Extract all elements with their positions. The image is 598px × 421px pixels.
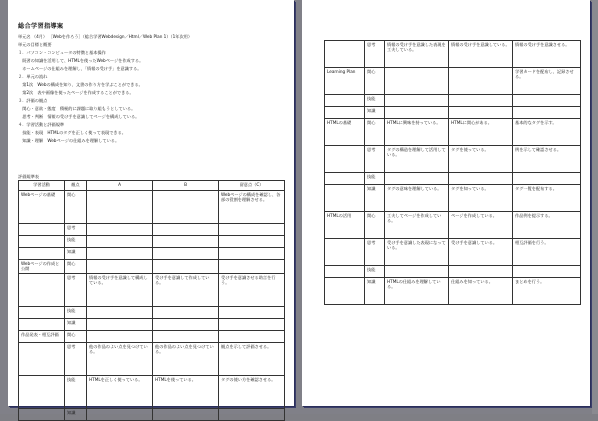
table-row — [325, 173, 581, 185]
table-row — [325, 266, 581, 278]
table-cell: 思考 — [365, 239, 385, 266]
table-cell — [19, 318, 65, 330]
table-row — [19, 236, 285, 248]
table-cell — [153, 330, 219, 342]
table-cell: 他の作品のよい点を見つけている。 — [153, 342, 219, 375]
table-cell — [19, 273, 65, 306]
intro-line: ２．単元の流れ — [18, 74, 48, 79]
table-cell: HTMLの仕組みを理解している。 — [385, 278, 449, 305]
table-row — [325, 68, 581, 95]
table-cell: 技能 — [365, 266, 385, 278]
table-row — [19, 330, 285, 342]
table-cell — [153, 248, 219, 260]
table-cell — [219, 318, 285, 330]
table-cell: 技能 — [65, 236, 87, 248]
table-row — [325, 212, 581, 239]
table-cell — [87, 224, 153, 236]
table-cell: 作品発表・相互評価 — [19, 330, 65, 342]
table-row — [325, 107, 581, 119]
table-cell: 受け手を意識して作成している。 — [153, 273, 219, 306]
table-cell: タグの構造を理解して活用している。 — [385, 146, 449, 173]
table-cell — [325, 173, 365, 185]
table-cell — [385, 107, 449, 119]
table-cell: 思考 — [65, 224, 87, 236]
table-cell — [219, 330, 285, 342]
table-cell: 思考 — [365, 41, 385, 68]
table-cell — [219, 408, 285, 420]
intro-line: 第1次 Webの構成を知り、文書の作り方を学ぶことができる。 — [18, 82, 143, 87]
table-cell: 作品例を提示する。 — [513, 212, 581, 239]
table-cell — [19, 248, 65, 260]
table-cell — [385, 266, 449, 278]
table-cell: HTMLに興味を持っている。 — [385, 119, 449, 146]
table-cell: 基本的なタグを示す。 — [513, 119, 581, 146]
table-cell: 知識 — [65, 248, 87, 260]
table-cell — [513, 173, 581, 185]
table-cell — [325, 266, 365, 278]
intro-line: ４．学習活動と評価規準 — [18, 122, 65, 127]
page-1 — [8, 0, 294, 415]
table-cell: 受け手を意識した表現になっている。 — [385, 239, 449, 266]
table-cell: 思考 — [65, 342, 87, 375]
table-cell — [19, 236, 65, 248]
table-cell: まとめを行う。 — [513, 278, 581, 305]
table-header-cell: A — [87, 181, 153, 191]
vertical-scrollbar[interactable] — [592, 0, 598, 414]
intro-line: 単元名 （4月） ［Webを作ろう］（総合学習Webdesign／Html／Web Plan 1）（1年次用） — [18, 34, 193, 39]
table-cell — [87, 191, 153, 224]
table-cell — [325, 146, 365, 173]
intro-line: 関心・意欲・態度 積極的に課題に取り組もうとしている。 — [18, 106, 136, 111]
table-cell — [153, 306, 219, 318]
table-cell — [449, 95, 513, 107]
table-cell — [219, 248, 285, 260]
table-cell: タグを知っている。 — [449, 185, 513, 212]
table-row — [325, 41, 581, 68]
table-header-cell: 学習活動 — [19, 181, 65, 191]
table-cell: 情報の受け手を意識している。 — [449, 41, 513, 68]
intro-line: 技能・表現 HTMLのタグを正しく使って表現できる。 — [18, 130, 126, 135]
table-header-cell: 留意点（C） — [219, 181, 285, 191]
table-cell: 例を示して確認させる。 — [513, 146, 581, 173]
table-cell: タグ一覧を配布する。 — [513, 185, 581, 212]
table-cell: 関心 — [365, 68, 385, 95]
table-cell — [325, 95, 365, 107]
table-cell: 学習カードを配布し、記録させる。 — [513, 68, 581, 95]
table-cell — [513, 95, 581, 107]
table-cell — [153, 191, 219, 224]
table-cell: 技能 — [65, 306, 87, 318]
table-cell: 技能 — [365, 95, 385, 107]
table-row — [325, 278, 581, 305]
table-cell — [385, 95, 449, 107]
table-row — [19, 248, 285, 260]
table-cell — [153, 224, 219, 236]
table-cell: 関心 — [65, 330, 87, 342]
table-cell — [87, 318, 153, 330]
intro-line: １．パソコン・コンピュータの特徴と基本操作 — [18, 50, 106, 55]
intro-line: 思考・判断 情報の受け手を意識してページを構成している。 — [18, 114, 140, 119]
table-cell: 相互評価を行う。 — [513, 239, 581, 266]
table-cell — [87, 330, 153, 342]
table-cell: 仕組みを知っている。 — [449, 278, 513, 305]
table-cell — [19, 375, 65, 408]
table-cell: Webページの構成を確認し、各部の役割を理解させる。 — [219, 191, 285, 224]
table-cell: Webページの作成と公開 — [19, 260, 65, 274]
table-row — [19, 375, 285, 408]
table-cell: 思考 — [65, 273, 87, 306]
intro-line: 既習の知識を活用して、HTMLを使ったWebページを作成する。 — [18, 58, 144, 63]
table-cell — [19, 224, 65, 236]
table-cell — [87, 248, 153, 260]
table-cell: 技能 — [365, 173, 385, 185]
table-header-row — [19, 181, 285, 191]
table-cell — [385, 68, 449, 95]
table-cell: Learning Plan — [325, 68, 365, 95]
table-header-cell: 観点 — [65, 181, 87, 191]
table-cell — [325, 185, 365, 212]
table-row — [19, 260, 285, 274]
table-cell — [87, 236, 153, 248]
table-cell — [19, 342, 65, 375]
table-cell: HTMLを正しく使っている。 — [87, 375, 153, 408]
evaluation-table-page-1 — [18, 180, 285, 421]
table-cell: 思考 — [365, 146, 385, 173]
table-row — [19, 191, 285, 224]
table-cell: 情報の受け手を意識して構成している。 — [87, 273, 153, 306]
intro-line: ホームページの仕組みを理解し、「情報の受け手」を意識する。 — [18, 66, 142, 71]
table-row — [325, 239, 581, 266]
table-cell — [219, 224, 285, 236]
table-cell: 知識 — [365, 107, 385, 119]
table-cell — [325, 278, 365, 305]
table-cell — [19, 408, 65, 420]
table-cell: 情報の受け手を意識した表現を工夫している。 — [385, 41, 449, 68]
table-cell: 技能 — [65, 375, 87, 408]
table-cell: 受け手を意識させる助言を行う。 — [219, 273, 285, 306]
table-row — [19, 306, 285, 318]
table-cell: タグの使い方を確認させる。 — [219, 375, 285, 408]
table-row — [325, 95, 581, 107]
table-row — [325, 119, 581, 146]
table-cell — [449, 266, 513, 278]
table-cell: Webページの基礎 — [19, 191, 65, 224]
page-2 — [302, 0, 590, 406]
intro-line: 知識・理解 Webページの仕組みを理解している。 — [18, 138, 120, 143]
intro-line: ３．評価の観点 — [18, 98, 48, 103]
table-row — [19, 408, 285, 420]
table-cell: タグの意味を理解している。 — [385, 185, 449, 212]
table-row — [325, 185, 581, 212]
table-cell — [513, 107, 581, 119]
table-cell — [153, 260, 219, 274]
table-cell: 知識 — [365, 185, 385, 212]
table-cell — [449, 68, 513, 95]
table-cell — [325, 41, 365, 68]
table-row — [19, 273, 285, 306]
intro-line: 単元の目標と概要 — [18, 42, 52, 47]
table-cell: 関心 — [365, 119, 385, 146]
table-cell: 知識 — [65, 318, 87, 330]
table-cell — [87, 408, 153, 420]
table-header-cell: B — [153, 181, 219, 191]
table-row — [19, 318, 285, 330]
table-row — [325, 146, 581, 173]
table-cell: ページを作成している。 — [449, 212, 513, 239]
table-cell: 知識 — [365, 278, 385, 305]
table-cell: タグを使っている。 — [449, 146, 513, 173]
table-cell: HTMLに関心がある。 — [449, 119, 513, 146]
evaluation-table-page-2 — [324, 40, 581, 305]
table-cell — [513, 266, 581, 278]
table-cell — [19, 306, 65, 318]
table-cell: 情報の受け手を意識させる。 — [513, 41, 581, 68]
table-cell — [153, 236, 219, 248]
table-cell — [385, 173, 449, 185]
table-cell: 他の作品のよい点を見つけている。 — [87, 342, 153, 375]
table-cell: 関心 — [65, 191, 87, 224]
table-cell: 関心 — [65, 260, 87, 274]
intro-line: 第2次 表や画像を使ったページを作成することができる。 — [18, 90, 134, 95]
table-cell — [153, 318, 219, 330]
table-cell: HTMLの活用 — [325, 212, 365, 239]
table-cell — [87, 260, 153, 274]
table-cell: HTMLの基礎 — [325, 119, 365, 146]
table-cell — [219, 260, 285, 274]
table-heading: 評価規準表 — [18, 174, 39, 179]
document-title: 総合学習指導案 — [18, 23, 64, 30]
table-row — [19, 224, 285, 236]
table-cell — [325, 239, 365, 266]
table-cell — [325, 107, 365, 119]
table-cell: HTMLを使っている。 — [153, 375, 219, 408]
table-cell — [219, 236, 285, 248]
table-cell: 知識 — [65, 408, 87, 420]
table-cell — [219, 306, 285, 318]
table-cell: 関心 — [365, 212, 385, 239]
table-cell: 工夫してページを作成している。 — [385, 212, 449, 239]
table-row — [19, 342, 285, 375]
table-cell: 観点を示して評価させる。 — [219, 342, 285, 375]
table-cell — [87, 306, 153, 318]
table-cell — [449, 173, 513, 185]
table-cell: 受け手を意識している。 — [449, 239, 513, 266]
table-cell — [449, 107, 513, 119]
table-cell — [153, 408, 219, 420]
